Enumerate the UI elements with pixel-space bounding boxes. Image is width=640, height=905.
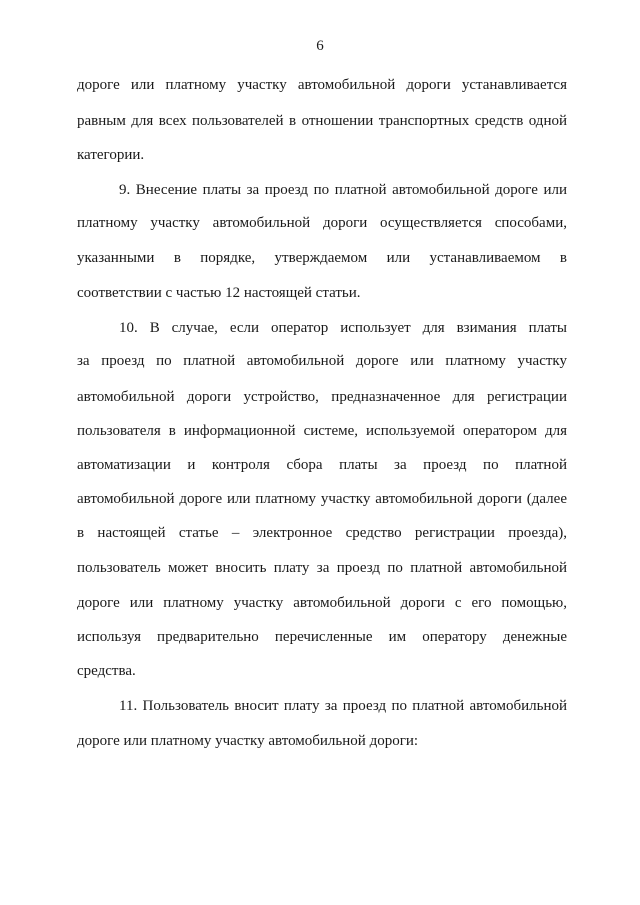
text-line: дороге или платному участку автомобильной дороги устанавливается	[77, 77, 567, 93]
text-line: автомобильной дороги устройство, предназначенное для регистрации	[77, 389, 567, 405]
text-line: платному участку автомобильной дороги осуществляется способами,	[77, 215, 567, 231]
text-line: соответствии с частью 12 настоящей статьи.	[77, 285, 361, 301]
text-line: 11. Пользователь вносит плату за проезд по платной автомобильной	[119, 698, 567, 714]
text-line: используя предварительно перечисленные им оператору денежные	[77, 629, 567, 645]
text-line: 9. Внесение платы за проезд по платной автомобильной дороге или	[119, 182, 567, 198]
text-line: автоматизации и контроля сбора платы за проезд по платной	[77, 457, 567, 473]
text-line: указанными в порядке, утверждаемом или устанавливаемом в	[77, 250, 567, 266]
text-line: категории.	[77, 147, 145, 163]
text-line: за проезд по платной автомобильной дороге или платному участку	[77, 353, 567, 369]
text-line: средства.	[77, 663, 136, 679]
text-line: автомобильной дороге или платному участку автомобильной дороги (далее	[77, 491, 567, 507]
text-line: дороге или платному участку автомобильной дороги с его помощью,	[77, 595, 567, 611]
text-line: пользователя в информационной системе, используемой оператором для	[77, 423, 567, 439]
text-line: 10. В случае, если оператор использует для взимания платы	[119, 320, 567, 336]
text-line: дороге или платному участку автомобильной дороги:	[77, 733, 419, 749]
text-line: равным для всех пользователей в отношении транспортных средств одной	[77, 113, 567, 129]
text-line: в настоящей статье – электронное средство регистрации проезда),	[77, 525, 567, 541]
text-line: пользователь может вносить плату за проезд по платной автомобильной	[77, 560, 567, 576]
page-number: 6	[316, 38, 324, 54]
